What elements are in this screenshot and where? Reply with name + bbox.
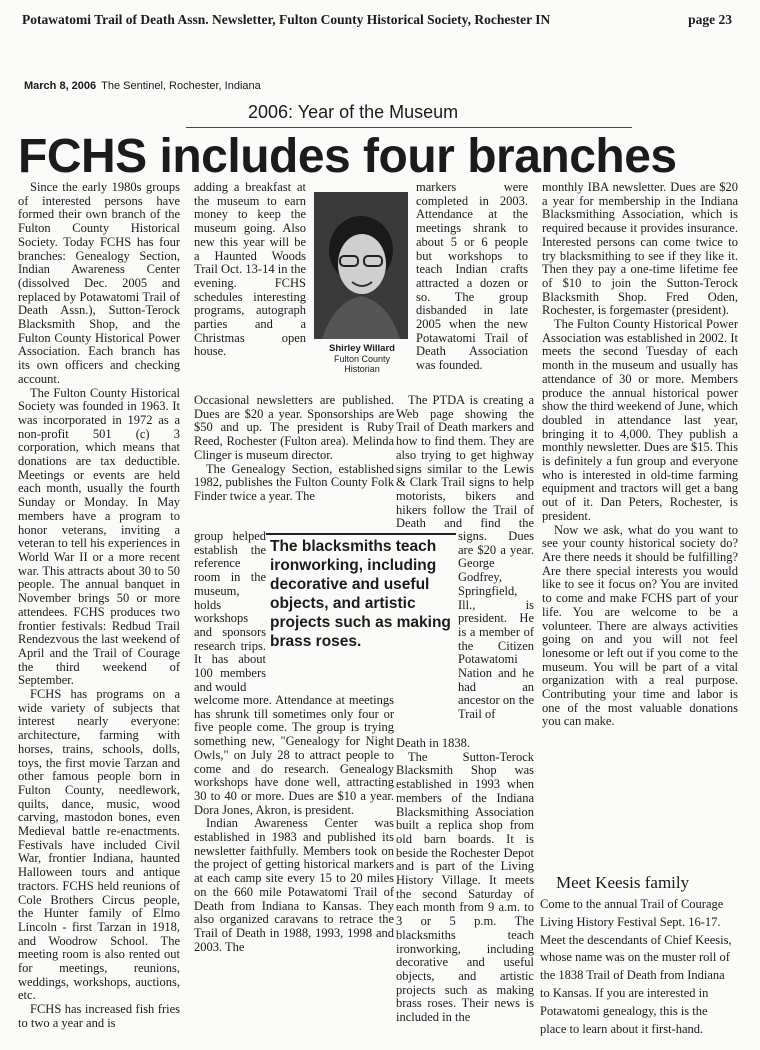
caption-title: Historian: [344, 364, 380, 374]
article-column-3-wide: [396, 394, 534, 530]
paragraph: Occasional newsletters are published. Dues are $20 a year. Sponsorships are $50 and up. The president is Ruby Reed, Rochester (Fulton area). Melinda Clinger is museum director.: [194, 394, 394, 462]
article-column-3-narrow: [458, 530, 534, 740]
paragraph: FCHS has increased fish fries to two a year and is: [18, 1002, 180, 1030]
portrait-photo: [314, 192, 408, 339]
photo-caption: [312, 344, 412, 374]
article-column-2-narrow: [194, 530, 266, 696]
paragraph: adding a breakfast at the museum to earn money to keep the museum going. Also new this year will be a Haunted Woods Trail Oct. 13-14 in the evening. FCHS schedules interesting programs, autograph parties and a Christmas open house.: [194, 181, 306, 359]
dateline: [24, 80, 261, 92]
paragraph: group helped establish the reference room in the museum, holds workshops and sponsors research trips. It has about 100 members and would: [194, 530, 266, 694]
article-column-2-wide: [194, 394, 394, 534]
pull-quote: The blacksmiths teach ironworking, including decorative and useful objects, and artistic projects such as making brass roses.: [270, 538, 451, 650]
paragraph: Now we ask, what do you want to see your county historical society do? Are there needs it should be fulfilling? Are there special interests you would like to see it focus on? You are invited to come and make FCHS part of your life. You are welcome to be a volunteer. There are always activities going on and you will not feel lonesome or left out if you come to the museum. You will be part of a vital organization with a real purpose. Contributing your time and labor is one of the most valuable donations you can make.: [542, 522, 738, 729]
article-column-1: [18, 181, 180, 1041]
kicker-rule: [186, 127, 632, 128]
paragraph: signs. Dues are $20 a year. George Godfrey, Springfield, Ill., is president. He is a member of the Citizen Potawatomi Nation and he had an ancestor on the Trail of: [458, 530, 534, 722]
sidebar-paragraph: Come to the annual Trail of Courage Living History Festival Sept. 16-17. Meet the descendants of Chief Keesis, whose name was on the muster roll of the 1838 Trail of Death from Indiana to Kansas. If you are interested in Potawatomi genealogy, this is the place to learn about it first-hand.: [540, 897, 732, 1036]
caption-title: Fulton County: [333, 354, 391, 364]
paragraph: monthly IBA newsletter. Dues are $20 a year for membership in the Indiana Blacksmithing Association, which is required because it provides insurance. Interested persons can come twice to try blacksmithing to see if they like it. Then they pay a one-time lifetime fee of $10 to join the Sutton-Terock Blacksmith Shop. Fred Oden, Rochester, is forgemaster (president).: [542, 181, 738, 318]
paragraph: The Genealogy Section, established 1982, publishes the Fulton County Folk Finder twice a year. The: [194, 461, 394, 503]
sidebar-body: [540, 896, 736, 1038]
paragraph: Death in 1838.: [396, 737, 470, 750]
newsletter-header: Potawatomi Trail of Death Assn. Newsletter, Fulton County Historical Society, Rochester IN: [22, 12, 551, 27]
page-number: page 23: [688, 12, 732, 27]
paragraph: The Fulton County Historical Power Association was established in 2002. It meets the second Tuesday of each month in the museum and usually has attendance of 30 or more. Members produce the annual historical power show the third weekend of June, which doubled in attendance last year, bringing it to 4,000. They publish a monthly newsletter. Dues are $15. This is definitely a fun group and everyone who is interested in old-time farming equipment and tractors will get a bang out of it. Dan Peters, Rochester, is president.: [542, 317, 738, 523]
kicker: 2006: Year of the Museum: [248, 102, 459, 122]
paragraph: The PTDA is creating a Web page showing the Trail of Death markers and how to find them. They are also trying to get highway signs similar to the Lewis & Clark Trail signs to help motorists, bikers and hikers follow the Trail of Death and find the: [396, 394, 534, 530]
caption-name: Shirley Willard: [329, 343, 395, 354]
paragraph: markers were completed in 2003. Attendance at the meetings shrank to about 5 or 6 people but workshops to teach Indian crafts attracted a dozen or so. The group disbanded in late 2005 when the new Potawatomi Trail of Death Association was founded.: [416, 181, 528, 373]
paragraph: The Fulton County Historical Society was founded in 1963. It was incorporated in 1972 as a non-profit 501 (c) 3 corporation, which means that donations are tax deductible. Meetings or events are held each month, usually the fourth Sunday or Monday. In May members have a program to honor veterans, inviting a veteran to tell his experiences in World War II or a more recent war. This attracts about 30 to 50 people. The annual banquet in November brings 50 or more attendees. FCHS produces two frontier festivals: Redbud Trail Rendezvous the last weekend of April and the Trail of Courage the third weekend of September.: [18, 385, 180, 688]
article-column-2-top: [194, 181, 306, 392]
article-column-3-lower: [396, 737, 534, 1037]
paragraph: Indian Awareness Center was established in 1983 and published its newsletter faithfully. Members took on the project of getting historical markers at each camp site every 15 to 20 miles on the 660 mile Potawatomi Trail of Death from Indiana to Kansas. They also organized caravans to retrace the Trail of Death in 1988, 1993, 1998 and 2003. The: [194, 816, 394, 954]
article-column-2-lower: [194, 694, 394, 1040]
dateline-date: March 8, 2006: [24, 80, 97, 92]
article-column-3-top: [416, 181, 528, 392]
paragraph: welcome more. Attendance at meetings has shrunk till sometimes only four or five people come. The group is trying something new, "Genealogy for Night Owls," on July 28 to attract people to come and do research. Genealogy workshops have done well, attracting 30 to 40 or more. Dues are $10 a year. Dora Jones, Akron, is president.: [194, 694, 394, 817]
headline: FCHS includes four branches: [18, 130, 677, 183]
article-column-4: [542, 181, 738, 851]
paragraph: The Sutton-Terock Blacksmith Shop was established in 1993 when members of the Indiana Blacksmithing Association built a replica shop from old barn boards. It is beside the Rochester Depot and is part of the Living History Village. It meets the second Saturday of each month from 9 a.m. to 3 or 5 p.m. The blacksmiths teach ironworking, including decorative and useful objects, and artistic projects such as making brass roses. Their news is included in the: [396, 749, 534, 1025]
pull-quote-rule: [266, 533, 456, 535]
portrait-figure: [314, 192, 408, 339]
dateline-source: The Sentinel, Rochester, Indiana: [101, 80, 261, 92]
paragraph: FCHS has programs on a wide variety of subjects that interest nearly everyone: architecture, farming with horses, trains, schools, dolls, toys, the first movie Tarzan and other famous people born in Fulton County, needlework, quilts, dance, music, wood carving, mastodon bones, even Medieval battle re-enactments. Festivals have included Civil War, frontier Indiana, haunted Halloween tours and antique tractors. FCHS held reunions of Cole Brothers Circus people, the Hunter family of Elmo Lincoln - first Tarzan in 1918, and Woodrow School. The meeting room is also rented out for meetings, reunions, weddings, workshops, auctions, etc.: [18, 687, 180, 1003]
sidebar-heading: Meet Keesis family: [556, 873, 690, 892]
paragraph: Since the early 1980s groups of interested persons have formed their own branch of the Fulton County Historical Society. Today FCHS has four branches: Genealogy Section, Indian Awareness Center (dissolved Dec. 2005 and replaced by Potawatomi Trail of Death Assn.), Sutton-Terock Blacksmith Shop, and the Fulton County Historical Power Association. Each branch has its own officers and checking account.: [18, 181, 180, 386]
